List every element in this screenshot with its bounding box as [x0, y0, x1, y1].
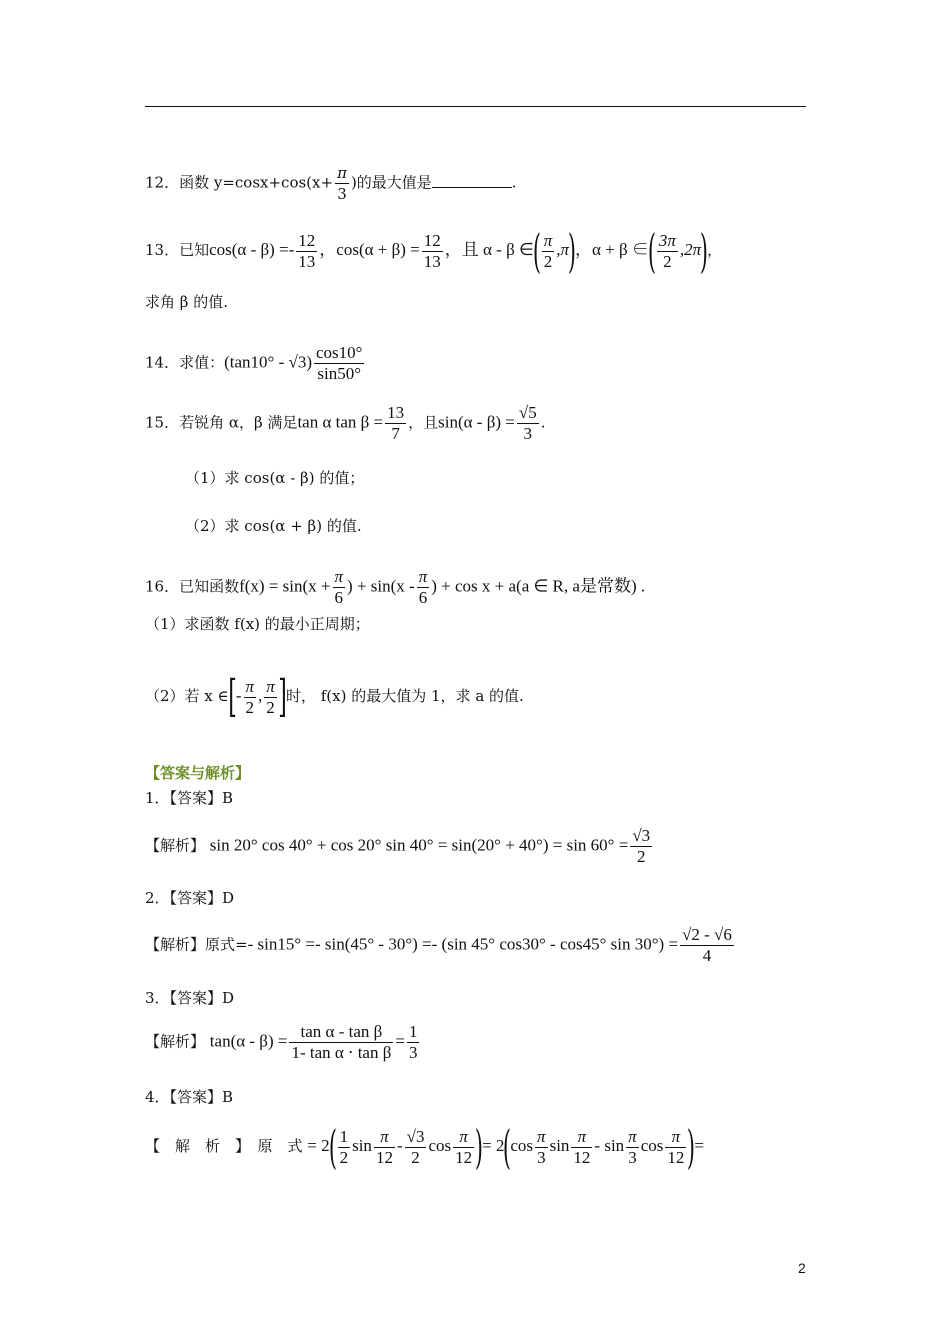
q13-r2t: ,2π	[679, 240, 702, 259]
right-paren: )	[475, 1120, 484, 1174]
a2-frac	[680, 925, 734, 966]
a3-frac1	[289, 1022, 393, 1063]
q13-f2n: 12	[423, 230, 441, 250]
a4-t1: sin	[352, 1136, 372, 1155]
a4-p4d: 12	[573, 1147, 591, 1167]
a3-fn: tan α - tan β	[289, 1022, 393, 1043]
a1-fn: √3	[632, 826, 651, 845]
q13-r2d: 2	[663, 251, 672, 271]
a4-t3: cos	[510, 1136, 534, 1155]
q15-part1: （1）求 cos(α - β) 的值；	[185, 469, 365, 487]
a4-minus: -	[396, 1136, 403, 1155]
a4-p4	[571, 1127, 592, 1168]
q16-expr1: f(x) = sin(x +	[239, 576, 331, 596]
a4-p5	[626, 1127, 639, 1168]
a3-fd: 1- tan α ⋅ tan β	[291, 1043, 392, 1062]
a3-eq: =	[395, 1031, 405, 1051]
left-bracket: [	[227, 671, 237, 722]
answer-blank	[432, 175, 512, 188]
a4-p1n: π	[374, 1127, 395, 1148]
a4-p5d: 3	[628, 1147, 637, 1167]
q16-fd1: 6	[334, 588, 344, 607]
answer-2-label: 2．【答案】D	[145, 889, 235, 907]
a4-p3n: π	[537, 1126, 546, 1146]
a4-jx: 【 解 析 】 原 式	[145, 1137, 303, 1155]
q13-f2d: 13	[423, 251, 441, 271]
answer-4-label: 4．【答案】B	[145, 1088, 234, 1106]
q15-frac1	[385, 403, 406, 444]
q16-p2n2: π	[266, 676, 275, 696]
answers-heading: 【答案与解析】	[145, 764, 251, 782]
q15-f2n: √5	[518, 403, 537, 422]
q13-r2n: 3π	[658, 230, 676, 250]
q13-expr5: ，	[707, 241, 723, 259]
q14-fd: sin50°	[317, 364, 362, 383]
q16-frac2	[417, 567, 430, 608]
a3-jx: 【解析】	[145, 1032, 206, 1051]
q16-fn2: π	[418, 567, 428, 586]
q16-p2d2: 2	[266, 697, 275, 717]
q16-p2a: （2）若 x ∈	[145, 687, 229, 705]
q15-expr3: sin(α - β) =	[438, 412, 515, 432]
q12-prefix: 12．函数 y=cosx+cos(x+	[145, 173, 334, 192]
q13-f1n: 12	[298, 230, 316, 250]
a4-h1d: 2	[339, 1147, 349, 1167]
a4-e3: =	[694, 1136, 704, 1155]
a1-jx: 【解析】	[145, 836, 206, 855]
a1-frac	[630, 826, 652, 867]
q16-label: 16．已知函数	[145, 577, 240, 596]
a4-p2	[453, 1127, 474, 1168]
left-paren: (	[532, 224, 541, 278]
q16-fn1: π	[334, 567, 344, 586]
q16-p2b: 时， f(x) 的最大值为 1，求 a 的值.	[285, 687, 524, 705]
q15-expr2: ，且	[408, 413, 439, 432]
a4-p1d: 12	[375, 1147, 393, 1167]
q15-f2d: 3	[523, 424, 533, 443]
right-paren: )	[700, 224, 709, 278]
answer-3-label: 3．【答案】D	[145, 989, 235, 1007]
q13-r1n: π	[543, 230, 553, 250]
page-number: 2	[798, 1260, 806, 1276]
question-15	[145, 403, 545, 444]
a4-t4: sin	[549, 1136, 570, 1155]
a2-jx: 【解析】原式=	[145, 935, 248, 954]
a3-f2d: 3	[408, 1043, 418, 1062]
q14-fn: cos10°	[315, 343, 363, 362]
a4-p3	[535, 1127, 548, 1168]
question-16	[145, 567, 645, 608]
question-14	[145, 343, 366, 384]
q15-f1d: 7	[391, 424, 400, 443]
left-paren: (	[647, 224, 656, 278]
a4-p3d: 3	[537, 1147, 546, 1167]
right-bracket: ]	[278, 671, 287, 722]
a1-fd: 2	[637, 847, 646, 866]
q16-p2f1	[244, 677, 257, 718]
q13-r1d: 2	[543, 251, 553, 271]
a4-h1	[338, 1127, 351, 1168]
a4-p2d: 12	[455, 1147, 473, 1167]
a4-p5n: π	[628, 1126, 637, 1146]
a4-e1: = 2	[307, 1136, 330, 1155]
a4-p6d: 12	[667, 1147, 685, 1167]
a4-t2: cos	[428, 1136, 452, 1155]
q13-f1d: 13	[298, 251, 316, 271]
a4-t5: cos	[640, 1136, 664, 1155]
question-12	[145, 163, 517, 204]
q13-expr2: ，cos(α + β) =	[319, 240, 420, 259]
q15-end: .	[540, 413, 546, 432]
q16-p2d1: 2	[245, 697, 255, 717]
q16-frac1	[333, 567, 346, 608]
a1-expr: sin 20° cos 40° + cos 20° sin 40° = sin(20° + 40°) = sin 60° =	[209, 835, 629, 855]
answer-2-explanation	[145, 925, 736, 966]
q13-r1t: ,π	[556, 240, 570, 259]
question-13	[145, 224, 723, 278]
q13-r1	[542, 231, 555, 272]
q15-part2: （2）求 cos(α + β) 的值.	[185, 517, 362, 535]
q14-label: 14．求值：	[145, 353, 225, 372]
a2-fn: √2 - √6	[682, 925, 732, 944]
q16-part1: （1）求函数 f(x) 的最小正周期；	[145, 615, 370, 633]
q16-p2n1: π	[245, 676, 255, 696]
q15-label: 15．若锐角 α，β 满足	[145, 413, 298, 432]
a4-e2: = 2	[482, 1136, 505, 1155]
a4-p6	[665, 1127, 686, 1168]
left-paren: (	[328, 1120, 337, 1174]
a4-h1n: 1	[339, 1126, 349, 1146]
a3-f2n: 1	[408, 1022, 418, 1041]
a4-h2d: 2	[411, 1147, 420, 1167]
q16-fd2: 6	[418, 588, 428, 607]
a4-p6n: π	[665, 1127, 686, 1148]
answer-1-label: 1．【答案】B	[145, 789, 234, 807]
q13-frac2	[422, 231, 443, 272]
q13-line2: 求角 β 的值.	[145, 293, 228, 311]
answer-3-explanation	[145, 1022, 421, 1063]
q16-part2: （2）若 x ∈[- $\frac{\pi}{2}$ , $\frac{\pi}{2}$ ]时， f(x) 的最大值为 1，求 a 的值.	[145, 671, 524, 722]
right-paren: )	[567, 224, 577, 278]
header-rule	[145, 106, 806, 107]
q15-frac2	[517, 403, 539, 444]
q13-r2	[657, 231, 678, 272]
q16-p2f2	[264, 677, 277, 718]
q12-fraction	[335, 163, 349, 204]
a2-fd: 4	[702, 946, 712, 965]
a3-frac2	[407, 1022, 420, 1063]
a3-expr: tan(α - β) =	[209, 1031, 288, 1051]
a2-expr: - sin15° =- sin(45° - 30°) =- (sin 45° cos30° - cos45° sin 30°) =	[247, 934, 679, 954]
q12-den: 3	[337, 185, 347, 203]
q12-num: π	[337, 164, 347, 182]
q16-expr3: ) + cos x + a(a ∈ R, a是常数) .	[431, 576, 646, 596]
left-paren: (	[503, 1120, 512, 1174]
a4-h2	[405, 1127, 427, 1168]
answer-1-explanation	[145, 826, 654, 867]
a4-minus2: - sin	[594, 1136, 625, 1155]
a4-p4n: π	[571, 1127, 592, 1148]
a4-p1	[374, 1127, 395, 1168]
q13-expr1: cos(α - β) =-	[209, 240, 295, 259]
right-paren: )	[687, 1120, 696, 1174]
a4-h2n: √3	[406, 1126, 425, 1146]
q12-suffix: )的最大值是	[350, 173, 432, 192]
a4-p2n: π	[453, 1127, 474, 1148]
q13-expr3: ，且 α - β ∈	[444, 240, 534, 259]
q13-frac1	[296, 231, 317, 272]
q15-expr1: tan α tan β =	[297, 412, 384, 432]
answer-4-explanation	[145, 1120, 704, 1174]
q15-f1n: 13	[387, 403, 405, 422]
q14-frac	[314, 343, 364, 384]
q14-expr: (tan10° - √3)	[224, 352, 312, 372]
q13-label: 13．已知	[145, 241, 210, 259]
q16-expr2: ) + sin(x -	[347, 576, 415, 596]
q13-expr4: ，α + β ∈	[575, 240, 649, 259]
q12-end: .	[511, 173, 517, 192]
